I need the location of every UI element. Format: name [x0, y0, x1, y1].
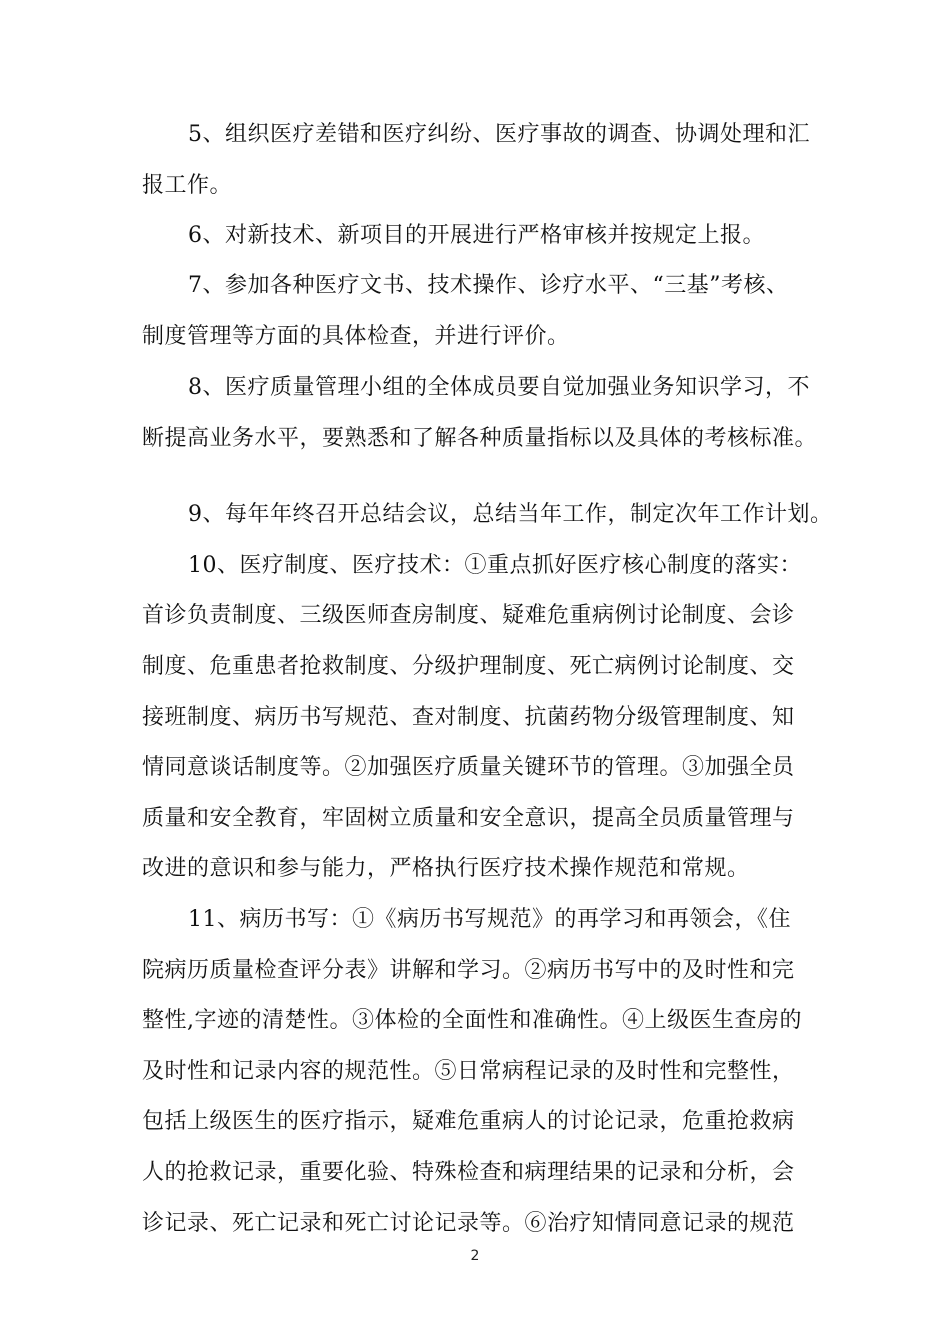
paragraph-line: 首诊负责制度、三级医师查房制度、疑难危重病例讨论制度、会诊	[142, 603, 795, 628]
paragraph-line: 人的抢救记录，重要化验、特殊检查和病理结果的记录和分析，会	[142, 1160, 795, 1185]
paragraph-line: 及时性和记录内容的规范性。⑤日常病程记录的及时性和完整性，	[142, 1059, 795, 1084]
paragraph-line: 诊记录、死亡记录和死亡讨论记录等。⑥治疗知情同意记录的规范	[142, 1211, 795, 1236]
paragraph-line: 院病历质量检查评分表》讲解和学习。②病历书写中的及时性和完	[142, 958, 795, 983]
paragraph-line: 改进的意识和参与能力，严格执行医疗技术操作规范和常规。	[142, 856, 750, 881]
paragraph-line: 8、医疗质量管理小组的全体成员要自觉加强业务知识学习，不	[188, 375, 810, 400]
paragraph-line: 5、组织医疗差错和医疗纠纷、医疗事故的调查、协调处理和汇	[188, 122, 810, 147]
paragraph-line: 整性,字迹的清楚性。③体检的全面性和准确性。④上级医生查房的	[142, 1008, 802, 1033]
paragraph-line: 断提高业务水平，要熟悉和了解各种质量指标以及具体的考核标准。	[142, 426, 818, 451]
paragraph-line: 制度管理等方面的具体检查，并进行评价。	[142, 324, 570, 349]
paragraph-line: 情同意谈话制度等。②加强医疗质量关键环节的管理。③加强全员	[142, 755, 795, 780]
paragraph-line: 接班制度、病历书写规范、查对制度、抗菌药物分级管理制度、知	[142, 705, 795, 730]
paragraph-line: 10、医疗制度、医疗技术：①重点抓好医疗核心制度的落实：	[188, 553, 802, 578]
paragraph-line: 7、参加各种医疗文书、技术操作、诊疗水平、“三基”考核、	[188, 273, 789, 298]
paragraph-line: 11、病历书写：①《病历书写规范》的再学习和再领会，《住	[188, 907, 791, 932]
paragraph-line: 报工作。	[142, 173, 233, 198]
paragraph-line: 质量和安全教育，牢固树立质量和安全意识，提高全员质量管理与	[142, 806, 795, 831]
paragraph-line: 包括上级医生的医疗指示，疑难危重病人的讨论记录，危重抢救病	[142, 1109, 795, 1134]
paragraph-line: 9、每年年终召开总结会议，总结当年工作，制定次年工作计划。	[188, 502, 833, 527]
paragraph-line: 6、对新技术、新项目的开展进行严格审核并按规定上报。	[188, 223, 765, 248]
page-number: 2	[470, 1248, 480, 1264]
paragraph-line: 制度、危重患者抢救制度、分级护理制度、死亡病例讨论制度、交	[142, 654, 795, 679]
